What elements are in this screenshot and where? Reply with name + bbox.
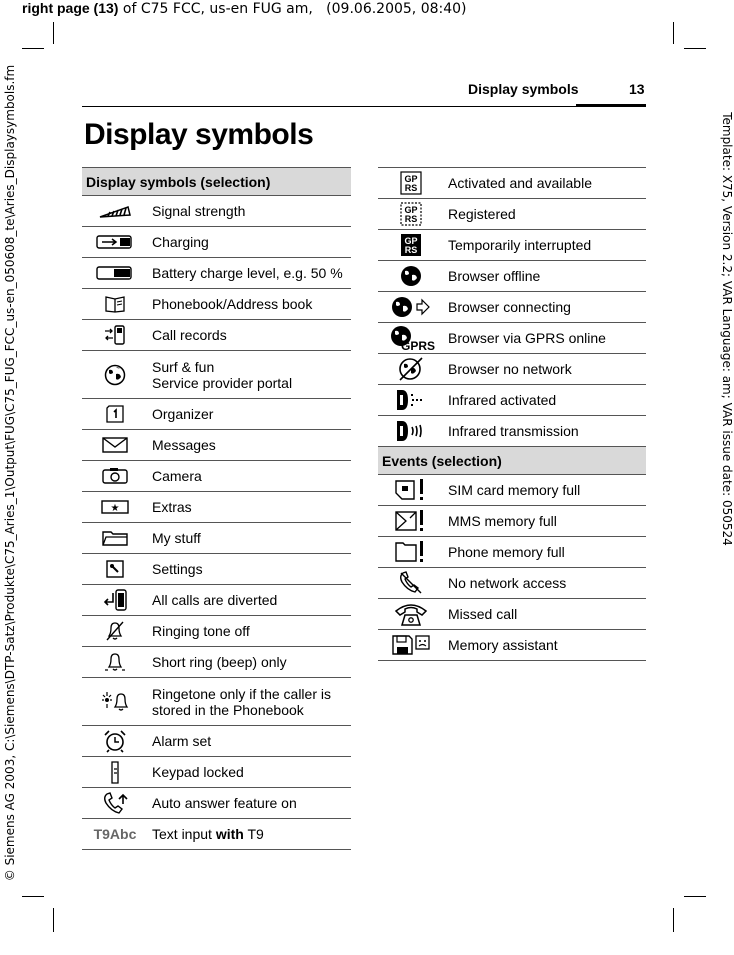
divert-icon (102, 589, 128, 611)
symbol-label: Camera (148, 461, 351, 492)
table-row (82, 819, 351, 850)
envelope-icon (102, 436, 128, 454)
symbol-label: Settings (148, 554, 351, 585)
svg-text:RS: RS (404, 214, 418, 224)
print-header-info: of C75 FCC, us-en FUG am, (09.06.2005, 08:40) (118, 1, 467, 17)
infrared-transmission-icon (394, 419, 428, 443)
table-row (82, 430, 351, 461)
table-row (378, 354, 646, 385)
svg-text:RS: RS (404, 183, 418, 193)
extras-icon (101, 499, 129, 515)
phone-memory-full-icon (394, 540, 428, 564)
page-number: 13 (629, 81, 645, 97)
symbol-label: Signal strength (148, 196, 351, 227)
settings-icon (105, 559, 125, 579)
svg-text:★: ★ (110, 503, 120, 514)
table-row (82, 585, 351, 616)
symbol-label: Surf & fun (152, 358, 215, 375)
camera-icon (102, 467, 128, 485)
symbol-label: Browser no network (444, 354, 646, 385)
symbol-label-after: T9 (243, 826, 264, 842)
table-row (82, 726, 351, 757)
table-row (378, 568, 646, 599)
gprs-active-icon (400, 171, 422, 195)
symbol-label: Memory assistant (444, 630, 646, 661)
mms-full-icon (394, 509, 428, 533)
charging-icon (96, 235, 134, 249)
table-row (378, 385, 646, 416)
crop-mark (53, 908, 54, 932)
folder-icon (102, 529, 128, 547)
browser-connecting-icon (391, 295, 431, 319)
signal-strength-icon (98, 204, 132, 218)
table-row (82, 523, 351, 554)
browser-no-network-icon (398, 357, 424, 381)
crop-mark (53, 22, 54, 44)
status-symbols-table (378, 167, 646, 661)
symbol-label: No network access (444, 568, 646, 599)
header-rule (82, 106, 646, 107)
organizer-icon (105, 404, 125, 424)
memory-assistant-icon (391, 633, 431, 657)
symbol-label: Messages (148, 430, 351, 461)
symbol-label: My stuff (148, 523, 351, 554)
table-row (82, 227, 351, 258)
symbol-label: Phone memory full (444, 537, 646, 568)
browser-gprs-icon (390, 325, 436, 353)
short-ring-icon (102, 651, 128, 673)
symbol-label: Missed call (444, 599, 646, 630)
alarm-clock-icon (103, 729, 127, 753)
table-row (378, 630, 646, 661)
print-header (22, 0, 467, 17)
side-file-path: © Siemens AG 2003, C:\Siemens\DTP-Satz\Produkte\C75_Aries_1\Output\FUG\C75_FUG_FCC_us-en_050608_te\Aries_Displaysymbols.fm (3, 64, 17, 882)
missed-call-icon (394, 601, 428, 627)
table-row (82, 678, 351, 726)
header-rule-accent (576, 104, 646, 107)
keypad-lock-icon (108, 760, 122, 784)
no-network-icon (397, 571, 425, 595)
t9-icon: T9Abc (93, 826, 137, 842)
table-row (378, 475, 646, 506)
table-row (378, 506, 646, 537)
symbol-label-line2: Service provider portal (152, 374, 293, 391)
symbol-label: Ringing tone off (148, 616, 351, 647)
crop-mark (22, 48, 44, 49)
svg-text:RS: RS (404, 245, 418, 255)
table-row (82, 647, 351, 678)
sim-full-icon (394, 478, 428, 502)
symbol-label: Organizer (148, 399, 351, 430)
table-row (82, 196, 351, 227)
symbol-label: Ringetone only if the caller is (152, 685, 331, 702)
running-header-title: Display symbols (468, 81, 579, 97)
table-row (378, 323, 646, 354)
table-row (378, 230, 646, 261)
table-row (378, 537, 646, 568)
symbol-label: Text input (152, 826, 216, 842)
symbol-label: Browser via GPRS online (444, 323, 646, 354)
gprs-registered-icon (400, 202, 422, 226)
symbol-label: Auto answer feature on (148, 788, 351, 819)
symbol-label-bold: with (215, 826, 244, 842)
svg-text:GPRS: GPRS (400, 339, 436, 353)
crop-mark (684, 48, 706, 49)
table-heading: Display symbols (selection) (82, 168, 351, 196)
crop-mark (673, 22, 674, 44)
symbol-label-line2: stored in the Phonebook (152, 701, 304, 718)
table-row (82, 351, 351, 399)
symbol-label: Call records (148, 320, 351, 351)
table-row (82, 320, 351, 351)
symbol-label: Infrared activated (444, 385, 646, 416)
crop-mark (673, 908, 674, 932)
battery-icon (96, 266, 134, 280)
symbol-label: MMS memory full (444, 506, 646, 537)
table-row (378, 168, 646, 199)
gprs-interrupted-icon (400, 233, 422, 257)
symbol-label: All calls are diverted (148, 585, 351, 616)
table-row (82, 492, 351, 523)
table-row (82, 788, 351, 819)
table-row (82, 258, 351, 289)
table-row (82, 554, 351, 585)
symbol-label: Temporarily interrupted (444, 230, 646, 261)
table-row (82, 289, 351, 320)
ringtone-caller-icon (100, 690, 130, 714)
symbol-label: Infrared transmission (444, 416, 646, 447)
print-header-page: right page (13) (22, 0, 119, 16)
symbol-label: Browser connecting (444, 292, 646, 323)
infrared-active-icon (394, 388, 428, 412)
symbol-label: SIM card memory full (444, 475, 646, 506)
table-heading: Events (selection) (378, 447, 646, 475)
browser-offline-icon (399, 264, 423, 288)
auto-answer-icon (102, 791, 128, 815)
globe-icon (104, 364, 126, 386)
table-row (378, 199, 646, 230)
table-row (82, 461, 351, 492)
table-row (378, 292, 646, 323)
symbol-label: Extras (148, 492, 351, 523)
table-row (378, 599, 646, 630)
symbol-label: Registered (444, 199, 646, 230)
symbol-label: Phonebook/Address book (148, 289, 351, 320)
call-records-icon (104, 325, 126, 345)
symbol-label: Charging (148, 227, 351, 258)
symbol-label: Keypad locked (148, 757, 351, 788)
side-template-info: Template: X75, Version 2.2; VAR Language: am; VAR issue date: 050524 (720, 112, 734, 546)
crop-mark (22, 896, 44, 897)
table-row (82, 616, 351, 647)
phonebook-icon (105, 295, 125, 313)
svg-text:GP: GP (404, 205, 418, 215)
svg-text:GP: GP (404, 236, 418, 246)
table-row (82, 757, 351, 788)
table-row (82, 399, 351, 430)
bell-off-icon (104, 620, 126, 642)
table-row (378, 416, 646, 447)
symbol-label: Battery charge level, e.g. 50 % (148, 258, 351, 289)
symbol-label: Short ring (beep) only (148, 647, 351, 678)
crop-mark (684, 896, 706, 897)
symbol-label: Browser offline (444, 261, 646, 292)
symbol-label: Activated and available (444, 168, 646, 199)
page-title: Display symbols (84, 118, 314, 151)
svg-text:GP: GP (404, 174, 418, 184)
symbol-label: Alarm set (148, 726, 351, 757)
display-symbols-table (82, 167, 351, 850)
table-row (378, 261, 646, 292)
